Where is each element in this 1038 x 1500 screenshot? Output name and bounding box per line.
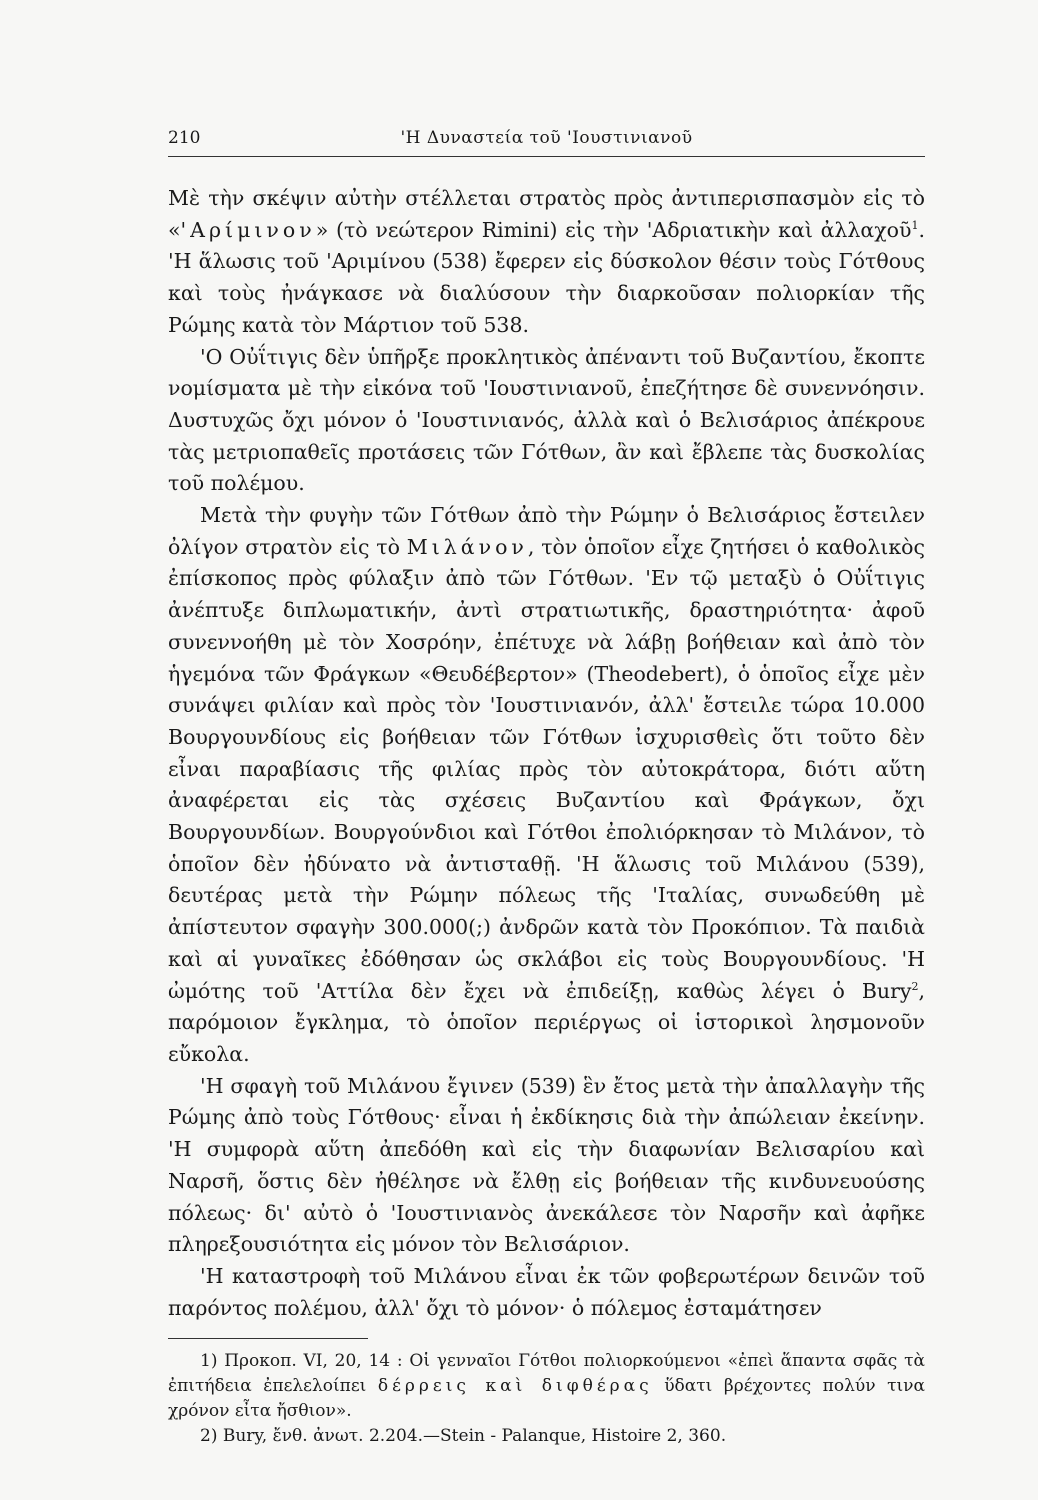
text-run: » (τὸ νεώτερον Rimini) εἰς τὴν 'Αδριατικὴν καὶ ἀλλαχοῦ (315, 217, 912, 242)
spaced-place-name: Μιλάνον (406, 534, 528, 559)
running-head (168, 128, 925, 157)
footnote-1 (168, 1349, 925, 1424)
spaced-place-name: 'Αρίμινον (180, 217, 316, 242)
page-number: 210 (168, 128, 201, 148)
footnote-2: 2) Bury, ἔνθ. ἀνωτ. 2.204.—Stein - Palanque, Histoire 2, 360. (200, 1426, 727, 1447)
paragraph-3 (168, 500, 925, 1071)
footnote-divider (168, 1338, 368, 1339)
footnote-ref-2: 2 (911, 979, 919, 993)
text-run: Μὲ τὴν σκέψιν αὐτὴν στέλλεται στρατὸς πρὸς ἀντιπερισπασμὸν εἰς τὸ « (168, 186, 925, 242)
text-run: 1) Προκοπ. VI, 20, 14 : Οἱ γενναῖοι Γότθοι πολιορκούμενοι «ἐπεὶ ἅπαντα σφᾶς τὰ ἐπιτήδεια ἐπελελοίπει (168, 1351, 925, 1397)
page (168, 128, 925, 1449)
paragraph-4: 'Η σφαγὴ τοῦ Μιλάνου ἔγινεν (539) ἓν ἔτος μετὰ τὴν ἀπαλλαγὴν τῆς Ρώμης ἀπὸ τοὺς Γότθους· εἶναι ἡ ἐκδίκησις διὰ τὴν ἀπώλειαν ἐκείνην. 'Η συμφορὰ αὕτη ἀπεδόθη καὶ εἰς τὴν διαφωνίαν Βελισαρίου καὶ Ναρσῆ, ὅστις δὲν ἠθέλησε νὰ ἔλθῃ εἰς βοήθειαν τῆς κινδυνευούσης πόλεως· δι' αὐτὸ ὁ 'Ιουστινιανὸς ἀνεκάλεσε τὸν Ναρσῆν καὶ ἀφῆκε πληρεξουσιότητα εἰς μόνον τὸν Βελισάριον. (168, 1073, 925, 1257)
footnotes (168, 1349, 925, 1449)
running-title: 'Η Δυναστεία τοῦ 'Ιουστινιανοῦ (400, 128, 693, 148)
paragraph-1 (168, 183, 925, 342)
paragraph-2: 'Ο Οὐΐτιγις δὲν ὑπῆρξε προκλητικὸς ἀπέναντι τοῦ Βυζαντίου, ἔκοπτε νομίσματα μὲ τὴν εἰκόνα τοῦ 'Ιουστινιανοῦ, ἐπεζήτησε δὲ συνεννόησιν. Δυστυχῶς ὄχι μόνον ὁ 'Ιουστινιανός, ἀλλὰ καὶ ὁ Βελισάριος ἀπέκρουε τὰς μετριοπαθεῖς προτάσεις τῶν Γότθων, ἂν καὶ ἔβλεπε τὰς δυσκολίας τοῦ πολέμου. (168, 344, 925, 496)
footnote-ref-1: 1 (911, 218, 919, 232)
text-run: , παρόμοιον ἔγκλημα, τὸ ὁποῖον περιέργως οἱ ἱστορικοὶ λησμονοῦν εὔκολα. (168, 978, 925, 1066)
text-run: , τὸν ὁποῖον εἶχε ζητήσει ὁ καθολικὸς ἐπίσκοπος πρὸς φύλαξιν ἀπὸ τῶν Γότθων. 'Εν τῷ μεταξὺ ὁ Οὐΐτιγις ἀνέπτυξε διπλωματικήν, ἀντὶ στρατιωτικῆς, δραστηριότητα· ἀφοῦ συνεννοήθη μὲ τὸν Χοσρόην, ἐπέτυχε νὰ λάβῃ βοήθειαν καὶ ἀπὸ τὸν ἡγεμόνα τῶν Φράγκων «Θευδέβερτον» (Theodebert), ὁ ὁποῖος εἶχε μὲν συνάψει φιλίαν καὶ πρὸς τὸν 'Ιουστινιανόν, ἀλλ' ἔστειλε τώρα 10.000 Βουργουνδίους εἰς βοήθειαν τῶν Γότθων ἰσχυρισθεὶς ὅτι τοῦτο δὲν εἶναι παραβίασις τῆς φιλίας πρὸς τὸν αὐτοκράτορα, διότι αὕτη ἀναφέρεται εἰς τὰς σχέσεις Βυζαντίου καὶ Φράγκων, ὄχι Βουργουνδίων. Βουργούνδιοι καὶ Γότθοι ἐπολιόρκησαν τὸ Μιλάνον, τὸ ὁποῖον δὲν ἠδύνατο νὰ ἀντισταθῇ. 'Η ἅλωσις τοῦ Μιλάνου (539), δευτέρας μετὰ τὴν Ρώμην πόλεως τῆς 'Ιταλίας, συνωδεύθη μὲ ἀπίστευτον σφαγὴν 300.000(;) ἀνδρῶν κατὰ τὸν Προκόπιον. Τὰ παιδιὰ καὶ αἱ γυναῖκες ἐδόθησαν ὡς σκλάβοι εἰς τοὺς Βουργουνδίους. 'Η ὠμότης τοῦ 'Αττίλα δὲν ἔχει νὰ ἐπιδείξῃ, καθὼς λέγει ὁ Bury (168, 534, 925, 1003)
text-run: Μετὰ τὴν φυγὴν τῶν Γότθων ἀπὸ τὴν Ρώμην ὁ Βελισάριος ἔστειλεν ὀλίγον στρατὸν εἰς τὸ (168, 503, 925, 559)
spaced-quote: δέρρεις καὶ διφθέρας (377, 1376, 653, 1397)
body-text (168, 183, 925, 1324)
text-run: . 'Η ἅλωσις τοῦ 'Αριμίνου (538) ἔφερεν εἰς δύσκολον θέσιν τοὺς Γότθους καὶ τοὺς ἠνάγκασε νὰ διαλύσουν τὴν διαρκοῦσαν πολιορκίαν τῆς Ρώμης κατὰ τὸν Μάρτιον τοῦ 538. (168, 217, 925, 337)
text-run: ὕδατι βρέχοντες πολύν τινα χρόνον εἶτα ἤσθιον». (168, 1376, 925, 1422)
paragraph-5: 'Η καταστροφὴ τοῦ Μιλάνου εἶναι ἐκ τῶν φοβερωτέρων δεινῶν τοῦ παρόντος πολέμου, ἀλλ' ὄχι τὸ μόνον· ὁ πόλεμος ἐσταμάτησεν (168, 1263, 925, 1320)
